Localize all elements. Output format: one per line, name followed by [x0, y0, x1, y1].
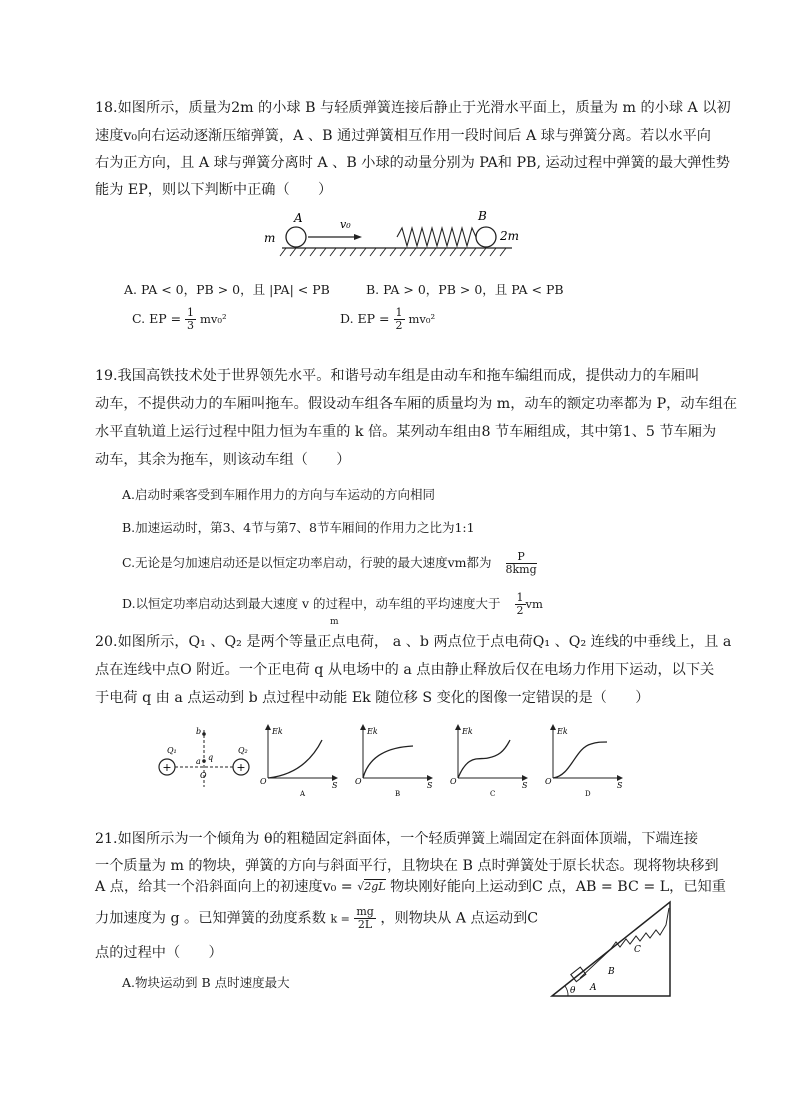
graph-D-ylabel: Ek: [557, 727, 568, 736]
ground-hatch-icon: [280, 248, 506, 256]
q19-option-A: A.启动时乘客受到车厢作用力的方向与车运动的方向相同: [122, 487, 436, 502]
graph-C-xlabel: S: [522, 781, 528, 790]
q21-k-fraction: $\frac{mg}{2L}$: [356, 905, 374, 931]
q20-graph-A: [260, 724, 338, 798]
ball-A-icon: [286, 227, 306, 247]
label-Q1: Q₁: [167, 746, 177, 755]
q21-incline-figure: [550, 898, 692, 1000]
label-a: a: [196, 757, 201, 766]
ball-B-icon: [476, 227, 496, 247]
spring-icon: [397, 228, 476, 246]
label-b: b: [196, 727, 202, 736]
graph-B-ylabel: Ek: [367, 727, 378, 736]
label-O: O: [200, 771, 207, 780]
q20-graph-B: [355, 724, 433, 798]
graph-A-xlabel: S: [332, 781, 338, 790]
q18-line-2: 速度v₀向右运动逐渐压缩弹簧，A 、B 通过弹簧相互作用一段时间后 A 球与弹簧分离。若以水平向: [95, 128, 711, 144]
incline-label-B: B: [608, 967, 615, 977]
graph-C-ylabel: Ek: [462, 727, 473, 736]
graph-D-origin: O: [545, 777, 552, 786]
graph-A-label: A: [300, 790, 306, 798]
q19-line-4: 动车，其余为拖车，则该动车组（ ）: [95, 452, 351, 468]
q21-sqrt: √2gL: [357, 880, 386, 893]
incline-label-theta: θ: [570, 986, 576, 996]
q18-fig-label-B: B: [478, 209, 487, 223]
q19-option-D-fraction: $\frac{1}{2}$: [516, 591, 524, 617]
q19-option-B: B.加速运动时，第3、4节与第7、8节车厢间的作用力之比为1:1: [122, 520, 475, 535]
q18-option-D: D. EP = $\frac{1}{2}$ mv₀²: [340, 306, 436, 332]
q21-line-2: 一个质量为 m 的物块，弹簧的方向与斜面平行，且物块在 B 点时弹簧处于原长状态。现将物块移到: [95, 858, 719, 874]
q18-fig-label-2m: 2m: [500, 229, 520, 243]
q18-option-C: C. EP = $\frac{1}{3}$ mv₀²: [132, 306, 227, 332]
q20-charges-diagram: [159, 727, 249, 787]
q18-fig-label-v0: v₀: [340, 218, 351, 231]
graph-B-label: B: [395, 790, 401, 798]
q21-line-1: 21.如图所示为一个倾角为 θ的粗糙固定斜面体，一个轻质弹簧上端固定在斜面体顶端，下端连接: [95, 831, 699, 847]
q19-option-D: D.以恒定功率启动达到最大速度 v 的过程中，动车组的平均速度大于 $\frac{1}{2}$ vm: [122, 591, 543, 617]
incline-label-C: C: [634, 945, 641, 955]
q18-line-1: 18.如图所示，质量为2m 的小球 B 与轻质弹簧连接后静止于光滑水平面上，质量为 m 的小球 A 以初: [95, 100, 731, 116]
q20-line-3: 于电荷 q 由 a 点运动到 b 点过程中动能 Ek 随位移 S 变化的图像一定错误的是（ ）: [95, 690, 650, 706]
q18-option-B: B. PA > 0，PB > 0，且 PA < PB: [366, 282, 564, 297]
incline-spring-coil-icon: [580, 950, 610, 978]
q19-option-C-fraction: $\frac{P}{\text{8kmg}}$: [505, 550, 537, 576]
graph-C-label: C: [490, 790, 496, 798]
graph-A-ylabel: Ek: [272, 727, 283, 736]
q21-line-5: 点的过程中（ ）: [95, 945, 223, 961]
q19-line-2: 动车，不提供动力的车厢叫拖车。假设动车组各车厢的质量均为 m，动车的额定功率都为 P，动车组在: [95, 396, 738, 412]
q18-option-C-fraction: $\frac{1}{3}$: [187, 306, 195, 332]
graph-C-origin: O: [450, 777, 457, 786]
charge-Q1-plus: +: [162, 761, 172, 774]
charge-Q2-plus: +: [236, 761, 246, 774]
q20-line-2: 点在连线中点O 附近。一个正电荷 q 从电场中的 a 点由静止释放后仅在电场力作用下运动，以下关: [95, 662, 715, 678]
q19-option-C: C.无论是匀加速启动还是以恒定功率启动，行驶的最大速度vm都为 $\frac{P}{\text{8kmg}}$: [122, 550, 537, 576]
label-Q2: Q₂: [238, 746, 248, 755]
graph-A-origin: O: [260, 777, 267, 786]
q18-line-3: 右为正方向，且 A 球与弹簧分离时 A 、B 小球的动量分别为 PA和 PB, 运动过程中弹簧的最大弹性势: [95, 155, 730, 171]
graph-B-xlabel: S: [427, 781, 433, 790]
incline-label-A: A: [590, 983, 597, 993]
q18-ball-spring-figure: [262, 208, 524, 258]
q19-line-1: 19.我国高铁技术处于世界领先水平。和谐号动车组是由动车和拖车编组而成，提供动力的车厢叫: [95, 368, 700, 384]
q18-option-D-fraction: $\frac{1}{2}$: [395, 306, 403, 332]
q21-option-A: A.物块运动到 B 点时速度最大: [122, 975, 290, 990]
q19-line-3: 水平直轨道上运行过程中阻力恒为车重的 k 倍。某列动车组由8 节车厢组成，其中第1、5 节车厢为: [95, 424, 717, 440]
q20-charges-and-graphs-figure: [150, 722, 630, 802]
q21-line-4: 力加速度为 g 。已知弹簧的劲度系数 k = $\frac{mg}{2L}$ ，则物块从 A 点运动到C: [95, 905, 539, 931]
q20-graph-D: [545, 724, 623, 798]
q20-graph-C: [450, 724, 528, 798]
q18-fig-label-m: m: [264, 231, 276, 245]
q18-fig-label-A: A: [294, 211, 303, 225]
q18-option-A: A. PA < 0，PB > 0，且 |PA| < PB: [124, 282, 330, 297]
graph-D-xlabel: S: [617, 781, 623, 790]
q18-line-4: 能为 EP，则以下判断中正确（ ）: [95, 182, 333, 198]
q20-line-1: 20.如图所示，Q₁ 、Q₂ 是两个等量正点电荷， a 、b 两点位于点电荷Q₁ 、Q₂ 连线的中垂线上，且 a: [95, 634, 732, 650]
graph-B-origin: O: [355, 777, 362, 786]
label-q: q: [208, 753, 214, 762]
graph-D-label: D: [585, 790, 591, 798]
q21-line-3: A 点，给其一个沿斜面向上的初速度v₀ = √2gL 物块刚好能向上运动到C 点，AB = BC = L，已知重: [95, 879, 726, 895]
q19-option-D-subscript: m: [330, 617, 339, 627]
